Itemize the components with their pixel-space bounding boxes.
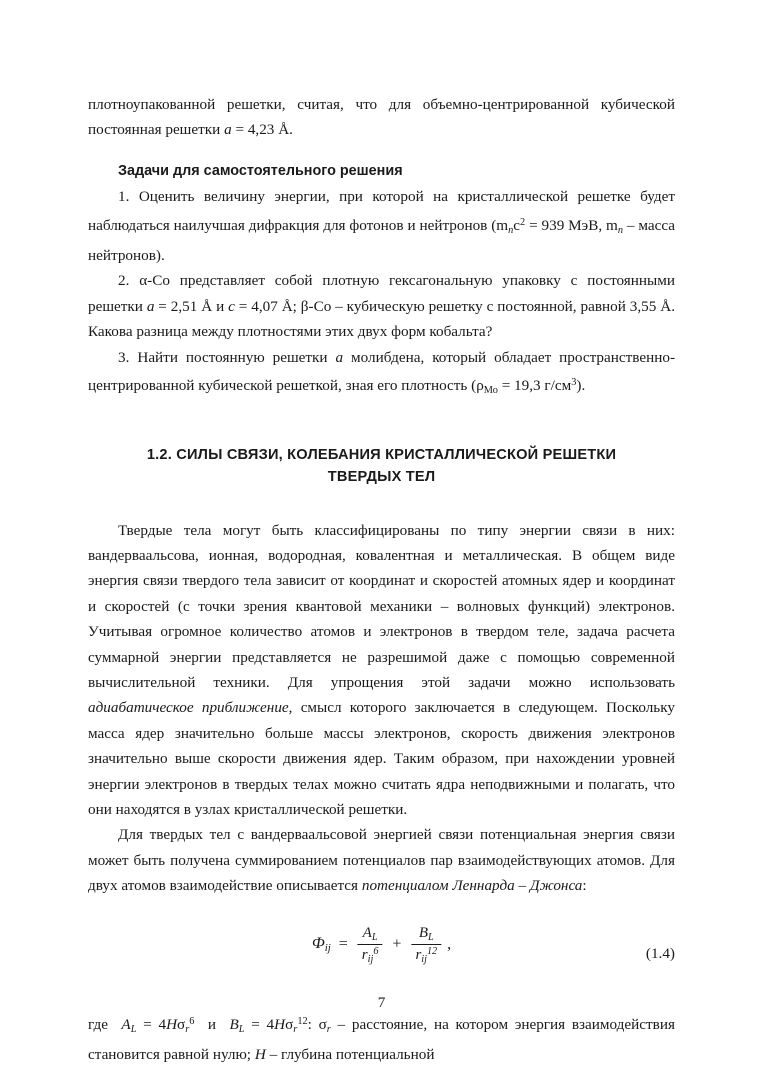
formula-plus: + (388, 935, 406, 953)
paragraph-continued-top: плотноупакованной решетки, считая, что для объемно-центрированной кубической постоянная решетки a = 4,23 Å. (88, 96, 675, 139)
section-title-line-1: 1.2. СИЛЫ СВЯЗИ, КОЛЕБАНИЯ КРИСТАЛЛИЧЕСКОЙ РЕШЕТКИ (146, 446, 617, 463)
paragraph-task-1: 1. Оценить величину энергии, при которой на кристаллической решетке будет наблюдаться наилучшая дифракция для фотонов и нейтронов ($m_nc^2 = 939$ МэВ, $m_n$ – масса нейтронов). (88, 188, 676, 265)
paragraph-body-3: где $A_L = 4H\sigma_r^6$ и $B_L = 4H\sigma_r^{12}$: $\sigma_r$ – расстояние, на котором энергия взаимодействия становится равной нулю; H – глубина потенциальной (88, 1015, 675, 1064)
page-content (88, 92, 675, 1068)
formula-lennard-jones (88, 925, 675, 983)
formula-equals: = (334, 935, 352, 953)
paragraph-body-1: Твердые тела могут быть классифицированы по типу энергии связи в них: вандерваальсова, ионная, водородная, ковалентная и металлическая. В общем виде энергия связи твердого тела зависит от координат и скоростей атомных ядер и координат и скоростей (с точки зрения квантовой механики – волновых функций) электронов. Учитывая огромное количество атомов и электронов в твердом теле, задача расчета суммарной энергии представляется не разрешимой даже с помощью современной вычислительной техники. Для упрощения этой задачи можно использовать адиабатическое приближение, смысл которого заключается в следующем. Поскольку масса ядер значительно больше массы электронов, скорость движения электронов значительно выше скорости движения ядер. Таким образом, при нахождении уровней энергии электронов в твердых телах можно считать ядра неподвижными и полагать, что они находятся в узлах кристаллической решетки. (88, 521, 675, 819)
paragraph-task-2: 2. α-Со представляет собой плотную гексагональную упаковку с постоянными решетки a = 2,51 Å и c = 4,07 Å; β-Со – кубическую решетку с постоянной, равной 3,55 Å. Какова разница между плотностями этих двух форм кобальта? (88, 272, 675, 341)
formula-term-2 (411, 925, 441, 965)
formula-lhs: $Ф_{ij}$ (311, 935, 331, 955)
page-number: 7 (377, 994, 386, 1011)
paragraph-task-3: 3. Найти постоянную решетки a молибдена, который обладает пространственно-центрированной кубической решеткой, зная его плотность ($\rho_{Мо} = 19,3$ $г/см^3$). (88, 348, 675, 397)
formula-term-1-denominator: $r_{ij}^6$ (361, 945, 379, 965)
formula-term-2-denominator: $r_{ij}^{12}$ (415, 945, 438, 965)
formula-expression (312, 925, 451, 965)
formula-number: (1.4) (645, 944, 675, 962)
subheading-tasks: Задачи для самостоятельного решения (118, 162, 403, 179)
formula-term-1 (358, 925, 383, 965)
formula-term-2-numerator: $B_L$ (411, 925, 441, 945)
section-title (88, 444, 675, 488)
section-title-line-2: ТВЕРДЫХ ТЕЛ (327, 468, 436, 485)
formula-term-1-numerator: $A_L$ (358, 925, 383, 945)
formula-comma: , (447, 935, 452, 953)
paragraph-body-2: Для твердых тел с вандерваальсовой энергией связи потенциальная энергия связи может быть получена суммированием потенциалов пар взаимодействующих атомов. Для двух атомов взаимодействие описывается потенциалом Леннарда – Джонса: (88, 826, 675, 895)
